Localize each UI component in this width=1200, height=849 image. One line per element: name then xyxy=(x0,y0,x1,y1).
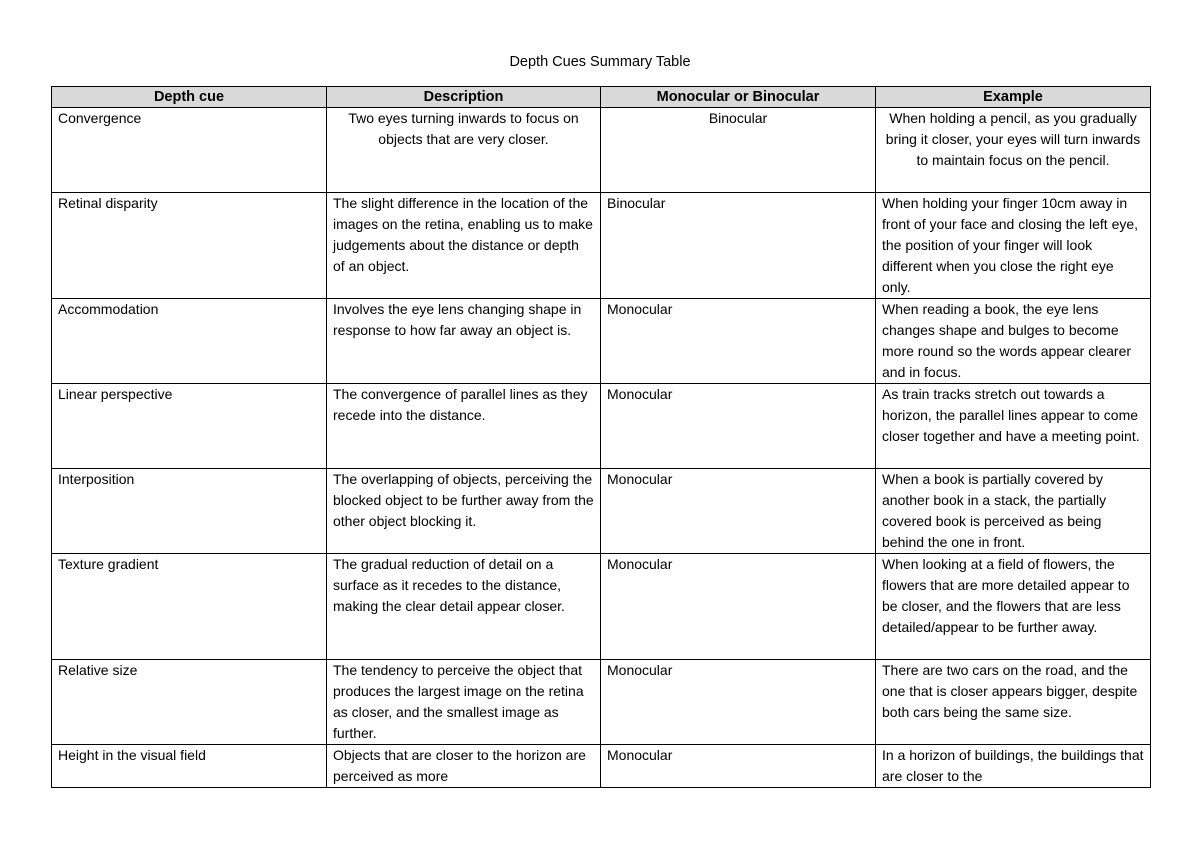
table-row xyxy=(52,384,1151,469)
cell-description: The overlapping of objects, perceiving the blocked object to be further away from the other object blocking it. xyxy=(327,469,601,554)
cell-depth-cue: Retinal disparity xyxy=(52,193,327,299)
cell-depth-cue: Height in the visual field xyxy=(52,745,327,788)
cell-depth-cue: Relative size xyxy=(52,660,327,745)
page-title: Depth Cues Summary Table xyxy=(509,54,691,70)
table-row xyxy=(52,193,1151,299)
header-example: Example xyxy=(876,87,1151,108)
cell-type: Binocular xyxy=(601,193,876,299)
cell-type: Monocular xyxy=(601,745,876,788)
cell-description: The tendency to perceive the object that produces the largest image on the retina as closer, and the smallest image as further. xyxy=(327,660,601,745)
cell-type: Monocular xyxy=(601,469,876,554)
table-row xyxy=(52,299,1151,384)
cell-depth-cue: Convergence xyxy=(52,108,327,193)
table-row xyxy=(52,660,1151,745)
cell-depth-cue: Texture gradient xyxy=(52,554,327,660)
cell-description: Involves the eye lens changing shape in response to how far away an object is. xyxy=(327,299,601,384)
table-row xyxy=(52,469,1151,554)
cell-description: The gradual reduction of detail on a surface as it recedes to the distance, making the clear detail appear closer. xyxy=(327,554,601,660)
header-description: Description xyxy=(327,87,601,108)
cell-type: Monocular xyxy=(601,660,876,745)
cell-example: As train tracks stretch out towards a horizon, the parallel lines appear to come closer together and have a meeting point. xyxy=(876,384,1151,469)
header-monocular-or-binocular: Monocular or Binocular xyxy=(601,87,876,108)
cell-type: Binocular xyxy=(601,108,876,193)
header-depth-cue: Depth cue xyxy=(52,87,327,108)
cell-description: Two eyes turning inwards to focus on objects that are very closer. xyxy=(327,108,601,193)
cell-type: Monocular xyxy=(601,299,876,384)
table-row xyxy=(52,108,1151,193)
cell-depth-cue: Accommodation xyxy=(52,299,327,384)
cell-description: The convergence of parallel lines as they recede into the distance. xyxy=(327,384,601,469)
cell-example: When holding a pencil, as you gradually bring it closer, your eyes will turn inwards to maintain focus on the pencil. xyxy=(876,108,1151,193)
cell-example: In a horizon of buildings, the buildings that are closer to the xyxy=(876,745,1151,788)
cell-depth-cue: Linear perspective xyxy=(52,384,327,469)
cell-example: There are two cars on the road, and the one that is closer appears bigger, despite both cars being the same size. xyxy=(876,660,1151,745)
cell-description: The slight difference in the location of the images on the retina, enabling us to make judgements about the distance or depth of an object. xyxy=(327,193,601,299)
cell-type: Monocular xyxy=(601,384,876,469)
cell-example: When looking at a field of flowers, the flowers that are more detailed appear to be closer, and the flowers that are less detailed/appear to be further away. xyxy=(876,554,1151,660)
cell-description: Objects that are closer to the horizon are perceived as more xyxy=(327,745,601,788)
cell-example: When reading a book, the eye lens changes shape and bulges to become more round so the words appear clearer and in focus. xyxy=(876,299,1151,384)
table-header-row xyxy=(52,87,1151,108)
table-row xyxy=(52,745,1151,788)
table-row xyxy=(52,554,1151,660)
cell-example: When a book is partially covered by another book in a stack, the partially covered book is perceived as being behind the one in front. xyxy=(876,469,1151,554)
cell-depth-cue: Interposition xyxy=(52,469,327,554)
cell-type: Monocular xyxy=(601,554,876,660)
depth-cues-table xyxy=(51,86,1151,788)
cell-example: When holding your finger 10cm away in front of your face and closing the left eye, the position of your finger will look different when you close the right eye only. xyxy=(876,193,1151,299)
